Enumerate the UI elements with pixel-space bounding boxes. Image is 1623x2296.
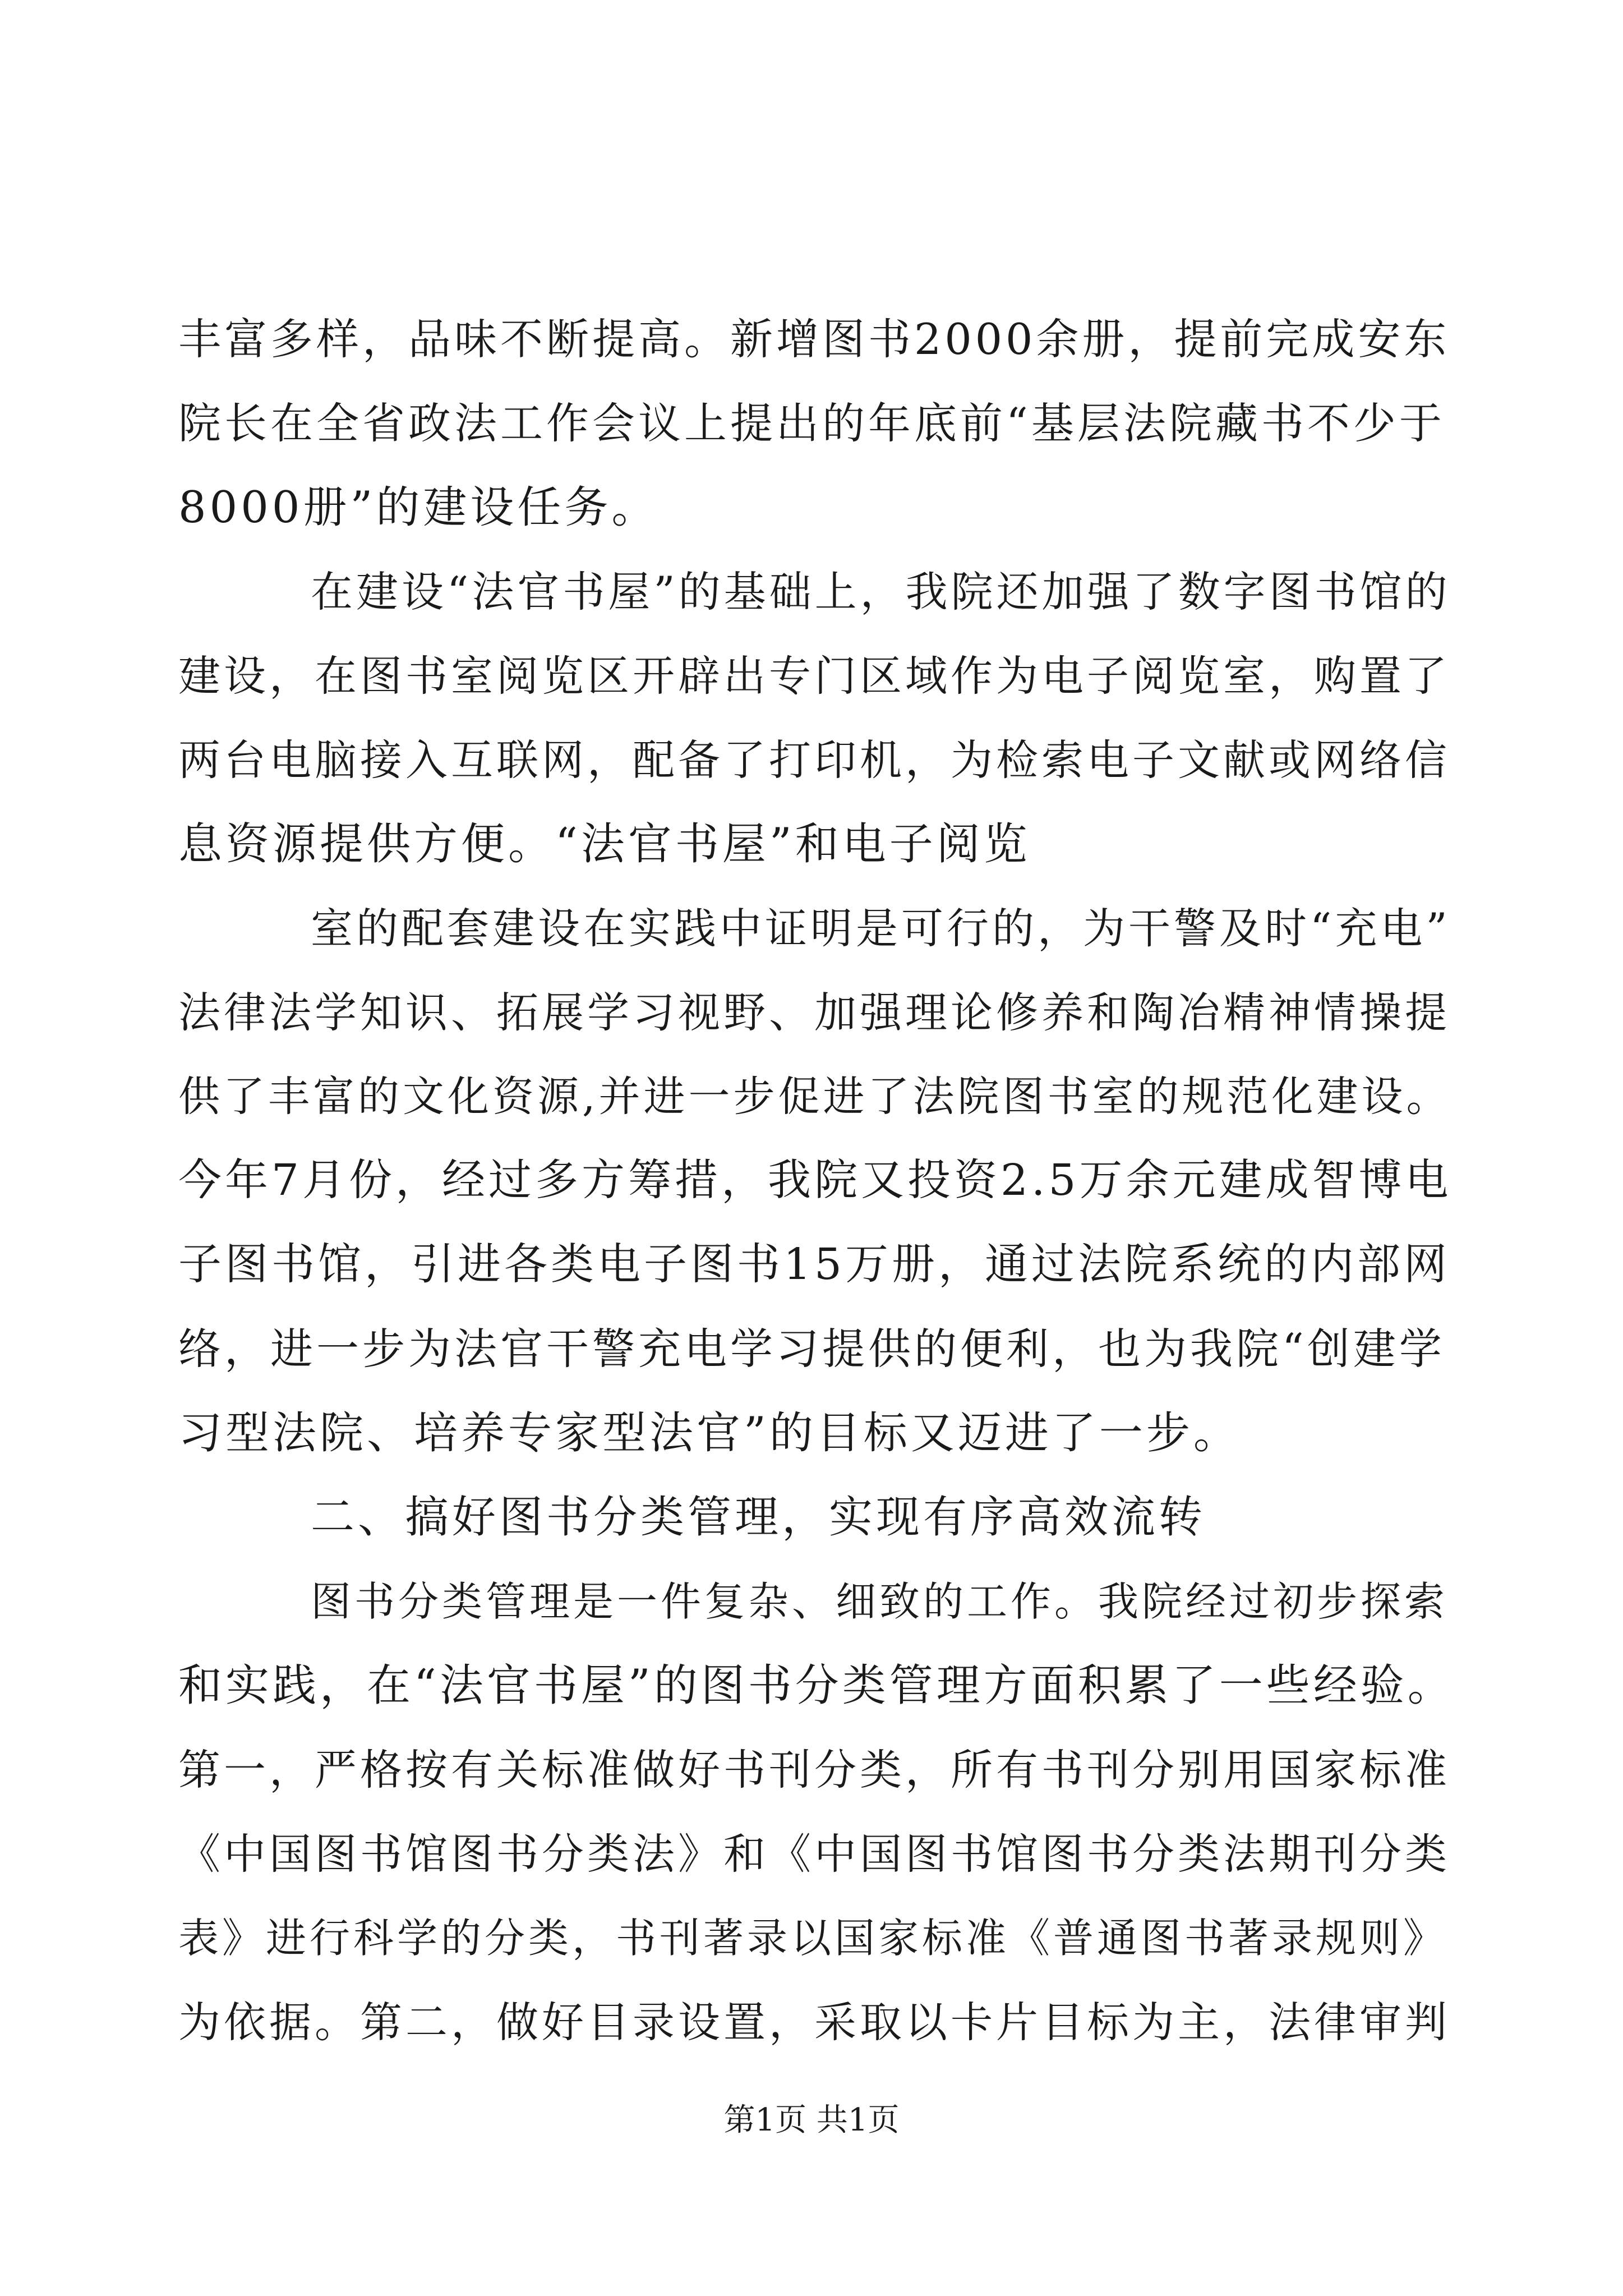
text-line: 8000册”的建设任务。 [178,482,659,533]
text-line: 第一，严格按有关标准做好书刊分类，所有书刊分别用国家标准 [178,1745,1451,1795]
text-line: 丰富多样，品味不断提高。新增图书2000余册，提前完成安东 [178,314,1450,364]
paragraph-start-line: 图书分类管理是一件复杂、细致的工作。我院经过初步探索 [311,1578,1449,1625]
text-line: 子图书馆，引进各类电子图书15万册，通过法院系统的内部网 [178,1240,1450,1290]
paragraph-start-line: 室的配套建设在实践中证明是可行的，为干警及时“充电” [311,904,1451,953]
paragraph-start-line: 在建设“法官书屋”的基础上，我院还加强了数字图书馆的 [311,567,1451,616]
text-line: 表》进行科学的分类，书刊著录以国家标准《普通图书著录规则》 [178,1915,1447,1962]
text-line: 为依据。第二，做好目录设置，采取以卡片目标为主，法律审判 [178,1998,1451,2047]
text-line: 供了丰富的文化资源,并进一步促进了法院图书室的规范化建设。 [178,1073,1451,1121]
text-line: 习型法院、培养专家型法官”的目标又迈进了一步。 [178,1408,1241,1458]
text-line: 《中国图书馆图书分类法》和《中国图书馆图书分类法期刊分类 [178,1829,1451,1879]
text-line: 和实践，在“法官书屋”的图书分类管理方面积累了一些经验。 [178,1660,1455,1711]
text-line: 络，进一步为法官干警充电学习提供的便利，也为我院“创建学 [178,1324,1445,1374]
text-line: 今年7月份，经过多方筹措，我院又投资2.5万余元建成智博电 [178,1156,1452,1205]
text-line: 两台电脑接入互联网，配备了打印机，为检索电子文献或网络信 [178,735,1451,785]
text-line: 建设，在图书室阅览区开辟出专门区域作为电子阅览室，购置了 [178,651,1451,701]
text-line: 院长在全省政法工作会议上提出的年底前“基层法院藏书不少于 [178,398,1445,448]
section-heading: 二、搞好图书分类管理，实现有序高效流转 [311,1492,1206,1543]
text-line: 法律法学知识、拓展学习视野、加强理论修养和陶冶精神情操提 [178,988,1451,1037]
text-line: 息资源提供方便。“法官书屋”和电子阅览 [178,819,1031,869]
page-footer: 第1页 共1页 [723,2102,900,2138]
